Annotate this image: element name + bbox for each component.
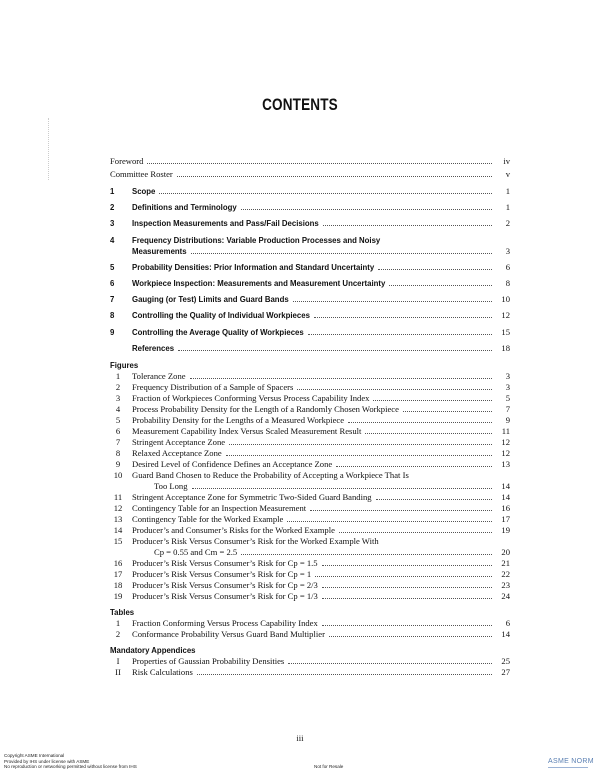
dot-leader: [226, 455, 492, 456]
dot-leader: [297, 389, 492, 390]
dot-leader: [348, 422, 492, 423]
toc-entry[interactable]: [110, 278, 510, 289]
dot-leader: [322, 598, 492, 599]
toc-entry-title: Probability Densities: Prior Information and Standard Uncertainty: [132, 262, 375, 272]
tables-heading: Tables: [110, 607, 135, 617]
dot-leader: [314, 317, 492, 318]
toc-entry[interactable]: [110, 629, 510, 640]
toc-entry-title: Cp = 0.55 and Cm = 2.5: [154, 546, 238, 557]
toc-entry-number: 5: [115, 414, 121, 425]
toc-entry-title: Producer’s and Consumer’s Risks for the Worked Example: [132, 524, 335, 535]
toc-entry[interactable]: [110, 327, 510, 338]
toc-entry-number: 10: [113, 469, 123, 480]
dot-leader: [310, 510, 492, 511]
dot-leader: [376, 499, 492, 500]
toc-entry-number: 8: [110, 311, 115, 321]
toc-entry-title: Fraction of Workpieces Conforming Versus Process Capability Index: [132, 392, 370, 403]
dot-leader: [159, 193, 492, 194]
toc-entry-number: 1: [115, 370, 121, 381]
toc-entry-page: 12: [501, 310, 510, 321]
toc-entry-number: 2: [110, 203, 115, 213]
toc-entry-title: Producer’s Risk Versus Consumer’s Risk for Cp = 1.5: [132, 557, 318, 568]
toc-entry-page: 2: [505, 218, 510, 229]
toc-entry-title: Scope: [132, 187, 156, 196]
toc-entry-page: 12: [501, 436, 510, 447]
toc-entry-page: 3: [505, 381, 510, 392]
toc-entry-number: 7: [110, 295, 115, 305]
dot-leader: [229, 444, 492, 445]
toc-entry-number: 7: [115, 436, 121, 447]
toc-entry-page: 12: [501, 447, 510, 458]
toc-entry-number: 18: [113, 579, 123, 590]
dot-leader: [365, 433, 492, 434]
dot-leader: [241, 209, 492, 210]
toc-entry-page: 22: [501, 568, 510, 579]
dot-leader: [315, 576, 492, 577]
toc-entry-page: 16: [501, 502, 510, 513]
toc-entry-title: Process Probability Density for the Length of a Randomly Chosen Workpiece: [132, 403, 399, 414]
toc-entry-number: 3: [115, 392, 121, 403]
toc-entry-number: 6: [110, 278, 115, 288]
toc-entry-title: Conformance Probability Versus Guard Band Multiplier: [132, 628, 325, 639]
figures-heading: Figures: [110, 360, 139, 370]
toc-entry-title: Risk Calculations: [132, 666, 193, 677]
asme-norm-logo: ASME NORM: [548, 758, 594, 765]
toc-entry-number: 16: [113, 557, 123, 568]
copyright-line-1: Copyright ASME International: [4, 753, 65, 758]
dot-leader: [287, 521, 492, 522]
toc-entry[interactable]: [110, 448, 510, 459]
toc-entry[interactable]: [110, 618, 510, 629]
dot-leader: [403, 411, 492, 412]
toc-entry-title: Definitions and Terminology: [132, 203, 237, 213]
toc-entry[interactable]: [110, 667, 510, 678]
toc-entry-number: 4: [115, 403, 121, 414]
toc-entry[interactable]: [110, 459, 510, 470]
toc-entry-title: Committee Roster: [110, 169, 173, 179]
toc-entry-page: 6: [505, 261, 510, 272]
dot-leader: [322, 625, 492, 626]
toc-entry-page: 8: [505, 277, 510, 288]
dot-leader: [308, 334, 492, 335]
copyright-line-2: Provided by IHS under license with ASME: [4, 758, 90, 764]
appendices-heading: Mandatory Appendices: [110, 645, 196, 655]
toc-entry-number: 2: [115, 628, 121, 639]
toc-entry-number: 4: [110, 235, 115, 245]
logo-underline: [548, 767, 588, 768]
dot-leader: [322, 587, 492, 588]
toc-entry-title: Producer’s Risk Versus Consumer’s Risk for the Worked Example With: [132, 535, 379, 546]
table-of-contents: [110, 156, 510, 678]
toc-entry[interactable]: [110, 547, 510, 558]
toc-entry-title: Guard Band Chosen to Reduce the Probability of Accepting a Workpiece That Is: [132, 469, 409, 480]
toc-entry[interactable]: [110, 426, 510, 437]
toc-entry-number: 12: [113, 502, 123, 513]
toc-entry-page: 25: [501, 655, 510, 666]
toc-entry-title: Foreword: [110, 156, 144, 166]
dot-leader: [389, 285, 492, 286]
toc-entry-number: 14: [113, 524, 123, 535]
toc-entry-page: 23: [501, 579, 510, 590]
toc-entry-page: 14: [501, 480, 510, 491]
toc-entry[interactable]: [110, 492, 510, 503]
toc-entry-page: 21: [501, 557, 510, 568]
toc-entry-page: 3: [505, 370, 510, 381]
toc-entry-title: Desired Level of Confidence Defines an Acceptance Zone: [132, 458, 333, 469]
toc-entry-title: Producer’s Risk Versus Consumer’s Risk for Cp = 1: [132, 568, 312, 579]
toc-entry-page: 18: [501, 342, 510, 353]
toc-entry-page: 6: [505, 617, 510, 628]
dot-leader: [323, 225, 492, 226]
toc-entry[interactable]: [110, 415, 510, 426]
toc-entry[interactable]: [110, 481, 510, 492]
toc-entry[interactable]: [110, 343, 510, 354]
toc-entry[interactable]: [110, 310, 510, 321]
dot-leader: [288, 663, 492, 664]
toc-entry-number: 17: [113, 568, 123, 579]
resale-notice: Not for Resale: [314, 764, 344, 769]
toc-entry-page: 7: [505, 403, 510, 414]
toc-entry-title: Properties of Gaussian Probability Densities: [132, 655, 285, 666]
dot-leader: [191, 253, 492, 254]
toc-entry-number: 15: [113, 535, 123, 546]
toc-entry-number: 3: [110, 219, 115, 229]
toc-entry-page: 24: [501, 590, 510, 601]
page-title: CONTENTS: [262, 96, 338, 114]
toc-entry-number: II: [115, 666, 121, 677]
toc-entry[interactable]: [110, 591, 510, 602]
toc-entry-page: 13: [501, 458, 510, 469]
dot-leader: [339, 532, 492, 533]
dot-leader: [336, 466, 492, 467]
toc-entry-number: 19: [113, 590, 123, 601]
toc-entry-page: v: [505, 169, 510, 179]
toc-entry-page: 1: [505, 186, 510, 196]
toc-entry-page: 10: [501, 294, 510, 305]
margin-mark: [48, 118, 49, 180]
toc-entry[interactable]: [110, 382, 510, 393]
dot-leader: [293, 301, 492, 302]
toc-entry-page: 14: [501, 491, 510, 502]
toc-entry-page: 1: [505, 202, 510, 213]
toc-entry-page: 17: [501, 513, 510, 524]
dot-leader: [373, 400, 492, 401]
toc-entry-title: Stringent Acceptance Zone: [132, 436, 226, 447]
dot-leader: [192, 488, 492, 489]
toc-entry[interactable]: [110, 169, 510, 180]
dot-leader: [177, 176, 492, 177]
toc-entry-title: Probability Density for the Lengths of a Measured Workpiece: [132, 414, 345, 425]
toc-entry-title: Contingency Table for an Inspection Measurement: [132, 502, 307, 513]
copyright-notice: [4, 753, 137, 770]
toc-entry-title: Relaxed Acceptance Zone: [132, 447, 222, 458]
toc-entry[interactable]: [110, 656, 510, 667]
toc-entry-page: 15: [501, 326, 510, 337]
toc-entry-number: 1: [110, 187, 115, 196]
toc-entry[interactable]: [110, 186, 510, 197]
toc-entry-page: 3: [505, 245, 510, 256]
toc-entry-number: 8: [115, 447, 121, 458]
toc-entry-title: Inspection Measurements and Pass/Fail Decisions: [132, 219, 319, 229]
toc-entry[interactable]: [110, 580, 510, 591]
toc-entry[interactable]: [110, 246, 510, 257]
dot-leader: [241, 554, 492, 555]
toc-entry[interactable]: [110, 393, 510, 404]
toc-entry[interactable]: [110, 218, 510, 229]
toc-entry-title: Producer’s Risk Versus Consumer’s Risk for Cp = 1/3: [132, 590, 318, 601]
copyright-line-3: No reproduction or networking permitted without license from IHS: [4, 764, 137, 770]
toc-entry[interactable]: [110, 503, 510, 514]
dot-leader: [178, 350, 492, 351]
toc-entry-number: 9: [110, 327, 115, 337]
toc-entry[interactable]: [110, 569, 510, 580]
toc-entry-title: Frequency Distribution of a Sample of Spacers: [132, 381, 294, 392]
dot-leader: [190, 378, 492, 379]
dot-leader: [322, 565, 492, 566]
toc-entry[interactable]: [110, 470, 510, 481]
toc-entry-title: Frequency Distributions: Variable Production Processes and Noisy: [132, 235, 381, 245]
toc-entry-number: 6: [115, 425, 121, 436]
toc-entry-number: 13: [113, 513, 123, 524]
toc-entry-title: Fraction Conforming Versus Process Capability Index: [132, 617, 318, 628]
toc-entry-title: References: [132, 343, 175, 353]
toc-entry[interactable]: [110, 437, 510, 448]
page-folio: iii: [296, 733, 304, 743]
toc-entry-number: 5: [110, 262, 115, 272]
dot-leader: [147, 163, 492, 164]
toc-entry-title: Measurement Capability Index Versus Scaled Measurement Result: [132, 425, 362, 436]
toc-entry[interactable]: [110, 525, 510, 536]
toc-entry-page: 19: [501, 524, 510, 535]
toc-entry[interactable]: [110, 371, 510, 382]
toc-entry-page: 5: [505, 392, 510, 403]
toc-entry-title: Measurements: [132, 246, 187, 256]
toc-entry-title: Stringent Acceptance Zone for Symmetric Two-Sided Guard Banding: [132, 491, 372, 502]
toc-entry[interactable]: [110, 558, 510, 569]
toc-entry[interactable]: [110, 536, 510, 547]
toc-entry-page: iv: [503, 156, 510, 166]
toc-entry-page: 20: [501, 546, 510, 557]
toc-entry-number: I: [116, 655, 120, 666]
toc-entry-page: 9: [505, 414, 510, 425]
toc-entry-title: Tolerance Zone: [132, 370, 186, 381]
toc-entry-page: 27: [501, 666, 510, 677]
toc-entry-title: Too Long: [154, 480, 188, 491]
toc-entry-title: Contingency Table for the Worked Example: [132, 513, 284, 524]
toc-entry[interactable]: [110, 404, 510, 415]
toc-entry-number: 11: [113, 491, 123, 502]
dot-leader: [378, 269, 492, 270]
toc-entry[interactable]: [110, 156, 510, 167]
toc-entry-title: Workpiece Inspection: Measurements and Measurement Uncertainty: [132, 278, 386, 288]
toc-entry-page: 14: [501, 628, 510, 639]
toc-entry-title: Producer’s Risk Versus Consumer’s Risk for Cp = 2/3: [132, 579, 318, 590]
toc-entry-number: 2: [115, 381, 121, 392]
toc-entry[interactable]: [110, 514, 510, 525]
toc-entry-page: 11: [501, 425, 510, 436]
toc-entry-number: 1: [115, 617, 121, 628]
toc-entry-number: 9: [115, 458, 121, 469]
toc-entry-title: Gauging (or Test) Limits and Guard Bands: [132, 295, 289, 305]
toc-entry[interactable]: [110, 294, 510, 305]
toc-entry-title: Controlling the Quality of Individual Workpieces: [132, 311, 310, 321]
toc-entry[interactable]: [110, 235, 510, 246]
toc-entry-title: Controlling the Average Quality of Workpieces: [132, 327, 304, 337]
dot-leader: [329, 636, 492, 637]
dot-leader: [197, 674, 492, 675]
toc-entry[interactable]: [110, 202, 510, 213]
toc-entry[interactable]: [110, 262, 510, 273]
